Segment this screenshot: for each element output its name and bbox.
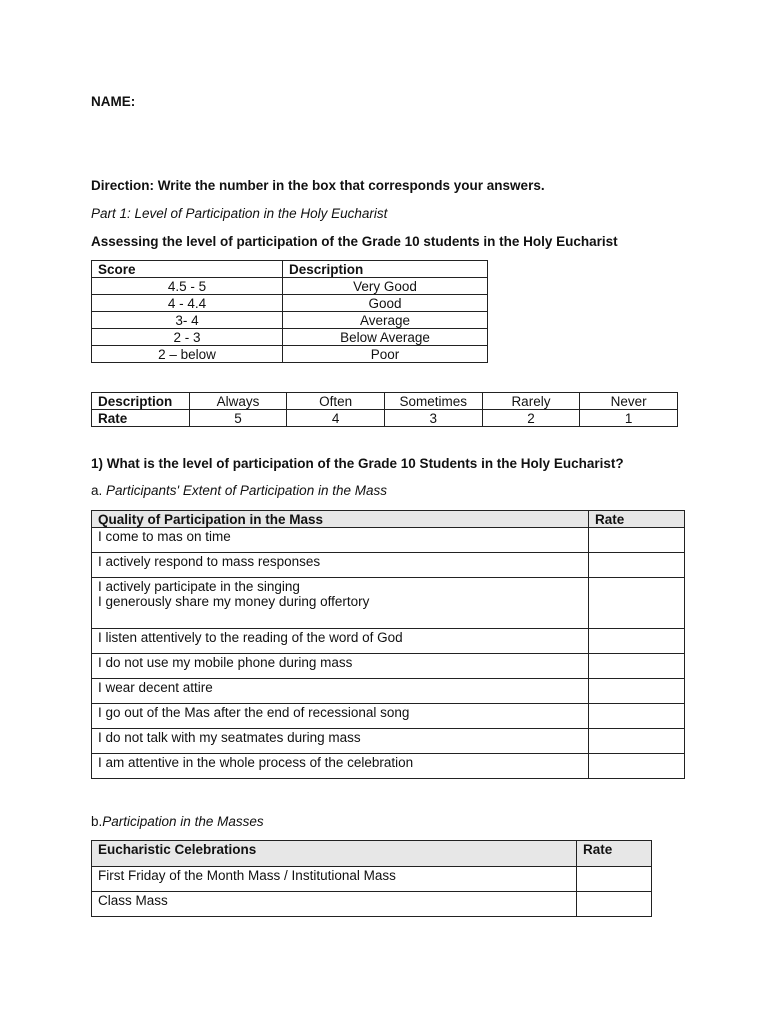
section-a-prefix: a. xyxy=(91,483,107,498)
description-cell: Average xyxy=(283,312,488,329)
mass-item: I come to mas on time xyxy=(92,528,589,553)
mass-item: I go out of the Mas after the end of recessional song xyxy=(92,704,589,729)
celebrations-header: Eucharistic Celebrations xyxy=(92,841,577,867)
mass-item-line: I generously share my money during offertory xyxy=(98,594,370,609)
rate-input-cell[interactable] xyxy=(589,578,685,629)
rate-input-cell[interactable] xyxy=(577,867,652,892)
rate-input-cell[interactable] xyxy=(589,704,685,729)
description-cell: Below Average xyxy=(283,329,488,346)
rate-input-cell[interactable] xyxy=(589,654,685,679)
rate-legend-always: Always xyxy=(189,393,287,410)
celebrations-table xyxy=(91,840,652,917)
rate-input-cell[interactable] xyxy=(589,679,685,704)
rate-value: 4 xyxy=(287,410,385,427)
section-b-prefix: b. xyxy=(91,814,103,829)
score-cell: 2 – below xyxy=(92,346,283,363)
rate-legend-never: Never xyxy=(580,393,678,410)
score-header: Score xyxy=(92,261,283,278)
mass-item: I do not talk with my seatmates during mass xyxy=(92,729,589,754)
score-cell: 3- 4 xyxy=(92,312,283,329)
rate-input-cell[interactable] xyxy=(589,729,685,754)
section-b-title: Participation in the Masses xyxy=(102,814,264,829)
mass-item: I listen attentively to the reading of the word of God xyxy=(92,629,589,654)
mass-participation-table xyxy=(91,510,685,779)
assessing-heading: Assessing the level of participation of the Grade 10 students in the Holy Eucharist xyxy=(91,234,618,249)
mass-item: I do not use my mobile phone during mass xyxy=(92,654,589,679)
score-cell: 4 - 4.4 xyxy=(92,295,283,312)
score-table xyxy=(91,260,488,363)
name-label: NAME: xyxy=(91,94,136,109)
rate-legend-often: Often xyxy=(287,393,385,410)
description-cell: Good xyxy=(283,295,488,312)
rate-value: 1 xyxy=(580,410,678,427)
section-a-title: Participants' Extent of Participation in the Mass xyxy=(106,483,387,498)
rate-legend-sometimes: Sometimes xyxy=(384,393,482,410)
mass-item: I actively respond to mass responses xyxy=(92,553,589,578)
mass-item xyxy=(92,578,589,629)
part1-title: Part 1: Level of Participation in the Holy Eucharist xyxy=(91,206,388,221)
mass-item-line: I actively participate in the singing xyxy=(98,579,300,594)
rate-legend-description-label: Description xyxy=(92,393,190,410)
rate-legend-rate-label: Rate xyxy=(92,410,190,427)
rate-input-cell[interactable] xyxy=(589,553,685,578)
mass-rate-header: Rate xyxy=(589,511,685,528)
rate-value: 5 xyxy=(189,410,287,427)
direction-text: Direction: Write the number in the box that corresponds your answers. xyxy=(91,178,545,193)
score-cell: 4.5 - 5 xyxy=(92,278,283,295)
rate-legend-table xyxy=(91,392,678,427)
description-cell: Poor xyxy=(283,346,488,363)
rate-value: 2 xyxy=(482,410,580,427)
question-1: 1) What is the level of participation of the Grade 10 Students in the Holy Eucharist? xyxy=(91,456,624,471)
mass-item: I wear decent attire xyxy=(92,679,589,704)
rate-input-cell[interactable] xyxy=(589,629,685,654)
rate-value: 3 xyxy=(384,410,482,427)
rate-input-cell[interactable] xyxy=(577,892,652,917)
rate-input-cell[interactable] xyxy=(589,528,685,553)
celebrations-rate-header: Rate xyxy=(577,841,652,867)
celebration-item: Class Mass xyxy=(92,892,577,917)
description-cell: Very Good xyxy=(283,278,488,295)
description-header: Description xyxy=(283,261,488,278)
section-b-heading xyxy=(91,814,264,829)
section-a-heading xyxy=(91,483,387,498)
celebration-item: First Friday of the Month Mass / Institutional Mass xyxy=(92,867,577,892)
mass-quality-header: Quality of Participation in the Mass xyxy=(92,511,589,528)
rate-legend-rarely: Rarely xyxy=(482,393,580,410)
mass-item: I am attentive in the whole process of the celebration xyxy=(92,754,589,779)
rate-input-cell[interactable] xyxy=(589,754,685,779)
score-cell: 2 - 3 xyxy=(92,329,283,346)
